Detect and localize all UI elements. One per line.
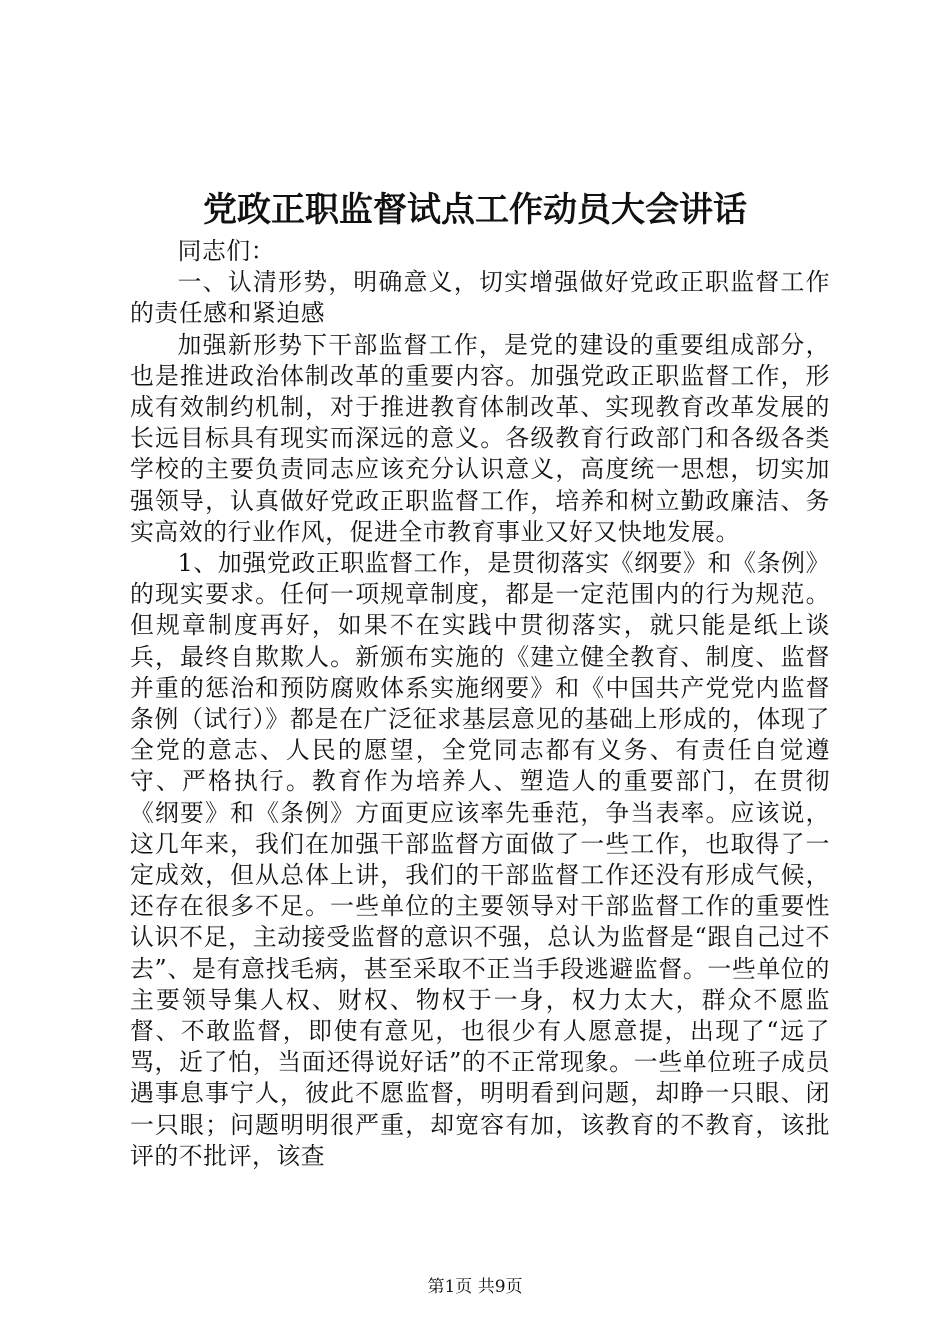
document-body (130, 236, 830, 1172)
body-paragraph: 加强新形势下干部监督工作，是党的建设的重要组成部分，也是推进政治体制改革的重要内容。加强党政正职监督工作，形成有效制约机制，对于推进教育体制改革、实现教育改革发展的长远目标具有现实而深远的意义。各级教育行政部门和各级各类学校的主要负责同志应该充分认识意义，高度统一思想，切实加强领导，认真做好党政正职监督工作，培养和树立勤政廉洁、务实高效的行业作风，促进全市教育事业又好又快地发展。 (130, 330, 830, 546)
body-paragraph: 1、加强党政正职监督工作，是贯彻落实《纲要》和《条例》的现实要求。任何一项规章制度，都是一定范围内的行为规范。但规章制度再好，如果不在实践中贯彻落实，就只能是纸上谈兵，最终自欺欺人。新颁布实施的《建立健全教育、制度、监督并重的惩治和预防腐败体系实施纲要》和《中国共产党党内监督条例（试行）》都是在广泛征求基层意见的基础上形成的，体现了全党的意志、人民的愿望，全党同志都有义务、有责任自觉遵守、严格执行。教育作为培养人、塑造人的重要部门，在贯彻《纲要》和《条例》方面更应该率先垂范，争当表率。应该说，这几年来，我们在加强干部监督方面做了一些工作，也取得了一定成效，但从总体上讲，我们的干部监督工作还没有形成气候，还存在很多不足。一些单位的主要领导对干部监督工作的重要性认识不足，主动接受监督的意识不强，总认为监督是“跟自己过不去”、是有意找毛病，甚至采取不正当手段逃避监督。一些单位的主要领导集人权、财权、物权于一身，权力太大，群众不愿监督、不敢监督，即使有意见，也很少有人愿意提，出现了“远了骂，近了怕，当面还得说好话”的不正常现象。一些单位班子成员遇事息事宁人，彼此不愿监督，明明看到问题，却睁一只眼、闭一只眼；问题明明很严重，却宽容有加，该教育的不教育，该批评的不批评，该查 (130, 549, 830, 1170)
section-heading: 一、认清形势，明确意义，切实增强做好党政正职监督工作的责任感和紧迫感 (130, 268, 830, 328)
document-title: 党政正职监督试点工作动员大会讲话 (203, 190, 747, 230)
page-footer: 第1页 共9页 (427, 1277, 523, 1297)
salutation: 同志们： (177, 237, 276, 265)
